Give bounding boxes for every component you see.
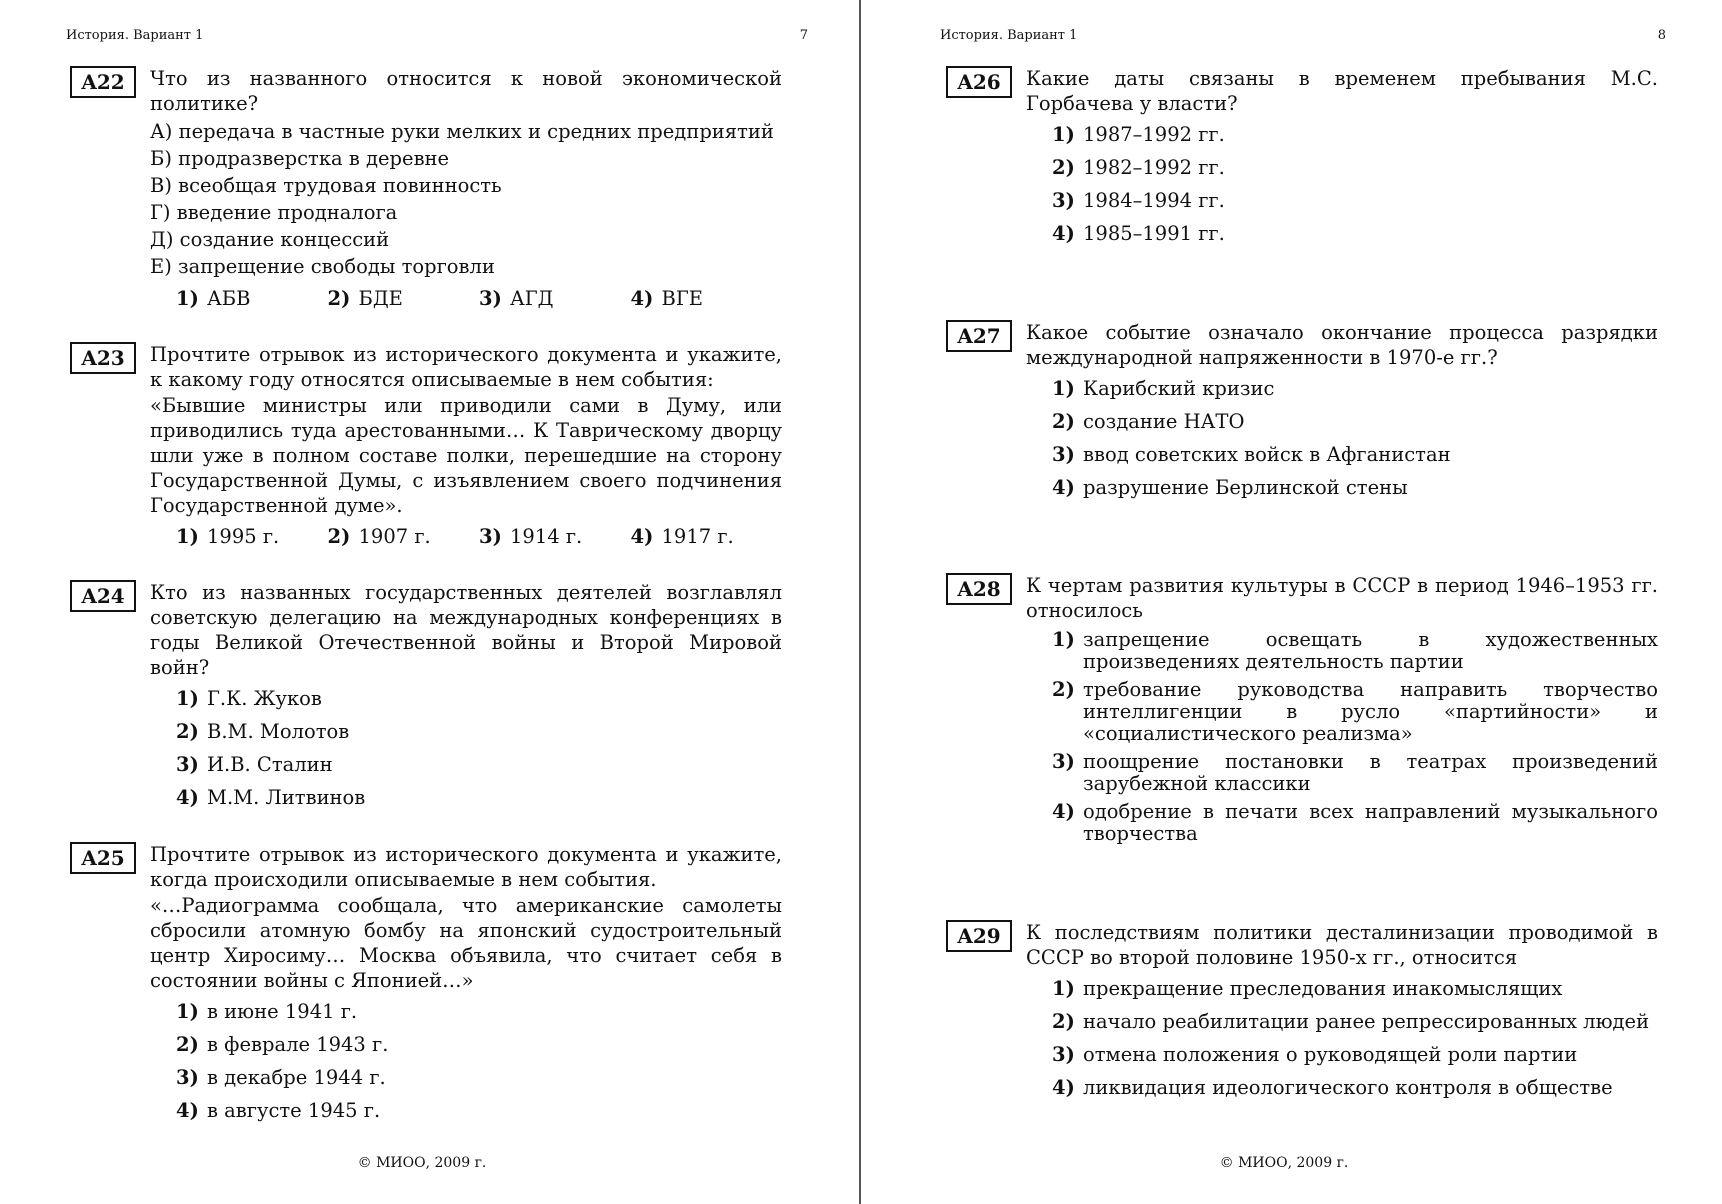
footer-copyright: © МИОО, 2009 г. — [1219, 1155, 1349, 1171]
answer-option: 1) запрещение освещать в художественных произведениях деятельность партии — [1052, 628, 1658, 673]
answer-option: 1) Карибский кризис — [1052, 377, 1275, 400]
question-text: Прочтите отрывок из исторического документа и укажите, когда происходили описываемые в нем события. — [150, 843, 782, 891]
task-code-a27: A27 — [946, 320, 1012, 352]
answer-option: 3) отмена положения о руководящей роли партии — [1052, 1043, 1578, 1066]
question-text: Какие даты связаны в временем пребывания М.С. Горбачева у власти? — [1026, 67, 1658, 115]
answer-option: 4) ВГЕ — [630, 287, 703, 310]
answer-option: 3) в декабре 1944 г. — [176, 1066, 386, 1089]
answer-option: 3) ввод советских войск в Афганистан — [1052, 443, 1451, 466]
task-a27 — [946, 320, 1658, 508]
left-page — [0, 0, 860, 1204]
question-text: Что из названного относится к новой экономической политике? — [150, 67, 782, 115]
answer-option: 1) АБВ — [176, 287, 251, 310]
statement-item: А) передача в частные руки мелких и средних предприятий — [150, 120, 774, 143]
answer-options — [1052, 376, 1658, 500]
answer-option: 1) прекращение преследования инакомыслящих — [1052, 977, 1563, 1000]
document-quote: «…Радиограмма сообщала, что американские самолеты сбросили атомную бомбу на японский судостроительный центр Хиросиму… Москва объявила, что считает себя в состоянии войны с Японией…» — [150, 894, 782, 992]
task-a25 — [70, 842, 782, 1131]
task-code-a22: A22 — [70, 66, 136, 98]
statement-item: Б) продразверстка в деревне — [150, 147, 450, 170]
answer-option: 1) 1995 г. — [176, 525, 280, 548]
task-a22 — [70, 66, 782, 311]
answer-option: 2) требование руководства направить творчество интеллигенции в русло «партийности» и «социалистического реализма» — [1052, 678, 1658, 745]
question-text: Кто из названных государственных деятелей возглавлял советскую делегацию на международных конференциях в годы Великой Отечественной войны и Второй Мировой войн? — [150, 581, 782, 679]
answer-option: 3) поощрение постановки в театрах произведений зарубежной классики — [1052, 750, 1658, 795]
answer-option: 4) 1917 г. — [630, 525, 734, 548]
answer-option: 2) БДЕ — [327, 287, 403, 310]
question-text: Какое событие означало окончание процесса разрядки международной напряженности в 1970-е гг.? — [1026, 321, 1658, 369]
statement-item: Е) запрещение свободы торговли — [150, 255, 495, 278]
footer-copyright: © МИОО, 2009 г. — [357, 1155, 487, 1171]
document-quote: «Бывшие министры или приводили сами в Думу, или приводились туда арестованными… К Таврическому дворцу шли уже в полном составе полки, перешедшие на сторону Государственной Думы, с изъявлением своего подчинения Государственной думе». — [150, 394, 782, 517]
answer-option: 4) разрушение Берлинской стены — [1052, 476, 1408, 499]
task-code-a29: A29 — [946, 920, 1012, 952]
answer-options — [176, 999, 782, 1123]
answer-option: 4) 1985–1991 гг. — [1052, 222, 1225, 245]
answer-option: 3) И.В. Сталин — [176, 753, 333, 776]
task-code-a28: A28 — [946, 573, 1012, 605]
answer-option: 1) в июне 1941 г. — [176, 1000, 358, 1023]
task-code-a25: A25 — [70, 842, 136, 874]
statement-item: В) всеобщая трудовая повинность — [150, 174, 502, 197]
answer-option: 2) в феврале 1943 г. — [176, 1033, 389, 1056]
task-code-a23: A23 — [70, 342, 136, 374]
question-text: К последствиям политики десталинизации проводимой в СССР во второй половине 1950-х гг., относится — [1026, 921, 1658, 969]
answer-option: 2) В.М. Молотов — [176, 720, 350, 743]
answer-option: 3) АГД — [479, 287, 554, 310]
answer-options — [176, 524, 782, 549]
statement-item: Д) создание концессий — [150, 228, 390, 251]
answer-option: 3) 1984–1994 гг. — [1052, 189, 1225, 212]
task-a29 — [946, 920, 1658, 1108]
answer-option: 2) 1907 г. — [327, 525, 431, 548]
answer-option: 2) 1982–1992 гг. — [1052, 156, 1225, 179]
answer-option: 4) одобрение в печати всех направлений музыкального творчества — [1052, 800, 1658, 845]
answer-option: 1) Г.К. Жуков — [176, 687, 322, 710]
answer-options — [1052, 976, 1658, 1100]
answer-option: 2) начало реабилитации ранее репрессированных людей — [1052, 1010, 1650, 1033]
header-title: История. Вариант 1 — [66, 28, 204, 43]
answer-option: 4) М.М. Литвинов — [176, 786, 366, 809]
answer-option: 1) 1987–1992 гг. — [1052, 123, 1225, 146]
answer-option: 4) в августе 1945 г. — [176, 1099, 381, 1122]
right-page — [862, 0, 1722, 1204]
task-a26 — [946, 66, 1658, 254]
page-number: 8 — [1657, 28, 1666, 43]
task-a24 — [70, 580, 782, 818]
task-code-a24: A24 — [70, 580, 136, 612]
question-text: К чертам развития культуры в СССР в период 1946–1953 гг. относилось — [1026, 574, 1658, 622]
statement-list — [150, 118, 782, 280]
question-text: Прочтите отрывок из исторического документа и укажите, к какому году относятся описываемые в нем события: — [150, 343, 782, 391]
answer-options — [176, 286, 782, 311]
task-a28 — [946, 573, 1658, 851]
page-number: 7 — [799, 28, 808, 43]
answer-options — [1052, 122, 1658, 246]
statement-item: Г) введение продналога — [150, 201, 398, 224]
answer-options — [1052, 629, 1658, 845]
answer-options — [176, 686, 782, 810]
task-code-a26: A26 — [946, 66, 1012, 98]
answer-option: 4) ликвидация идеологического контроля в обществе — [1052, 1076, 1613, 1099]
header-title: История. Вариант 1 — [940, 28, 1078, 43]
task-a23 — [70, 342, 782, 549]
answer-option: 2) создание НАТО — [1052, 410, 1245, 433]
answer-option: 3) 1914 г. — [479, 525, 583, 548]
